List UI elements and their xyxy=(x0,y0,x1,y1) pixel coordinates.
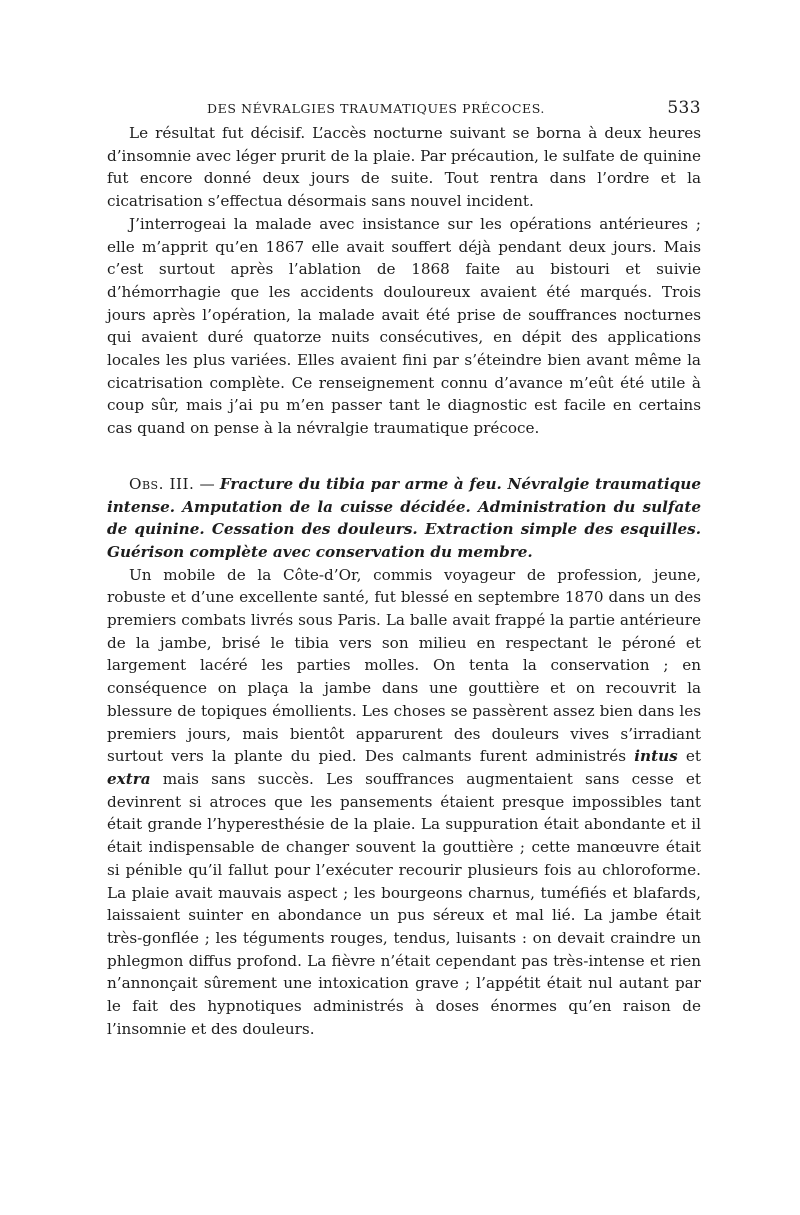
case-text-end: mais sans succès. Les souffrances augmentaient sans cesse et devinrent si atroces que les pansements étaient presque impossibles tant était grande l’hyperesthésie de la plaie. La suppuration était abondante et il était indispensable de changer souvent la gouttière ; cette manœuvre était si pénible qu’il fallut pour l’exécuter recourir plusieurs fois au chloroforme. La plaie avait mauvais aspect ; les bourgeons charnus, tuméfiés et blafards, laissaient suinter en abondance un pus séreux et mal lié. La jambe était très-gonflée ; les téguments rouges, tendus, luisants : on devait craindre un phlegmon diffus profond. La fièvre n’était cependant pas très-intense et rien n’annonçait sûrement une intoxication grave ; l’appétit était nul autant par le fait des hypnotiques administrés à doses énormes qu’en raison de l’insomnie et des douleurs. xyxy=(107,769,701,1038)
observation-label: Obs. III. xyxy=(129,474,195,493)
conjunction-et: et xyxy=(677,747,701,766)
book-page xyxy=(107,96,701,1040)
page-number: 533 xyxy=(667,98,701,118)
running-title: DES NÉVRALGIES TRAUMATIQUES PRÉCOCES. xyxy=(207,101,546,116)
running-header xyxy=(107,96,701,122)
observation-heading xyxy=(107,473,701,564)
observation-title: Fracture du tibia par arme à feu. Névralgie traumatique intense. Amputation de la cuisse décidée. Administration du sulfate de quinine. Cessation des douleurs. Extraction simple des esquilles. Guérison complète avec conservation du membre. xyxy=(107,474,701,561)
case-text-start: Un mobile de la Côte-d’Or, commis voyageur de profession, jeune, robuste et d’une excellente santé, fut blessé en septembre 1870 dans un des premiers combats livrés sous Paris. La balle avait frappé la partie antérieure de la jambe, brisé le tibia vers son milieu en respectant le péroné et largement lacéré les parties molles. On tenta la conservation ; en conséquence on plaça la jambe dans une gouttière et on recouvrit la blessure de topiques émollients. Les choses se passèrent assez bien dans les premiers jours, mais bientôt apparurent des douleurs vives s’irradiant surtout vers la plante du pied. Des calmants furent administrés xyxy=(107,565,701,766)
term-intus: intus xyxy=(634,747,678,766)
observation-case-paragraph xyxy=(107,564,701,1041)
term-extra: extra xyxy=(107,769,151,788)
paragraph-interrogation: J’interrogeai la malade avec insistance sur les opérations antérieures ; elle m’apprit qu’en 1867 elle avait souffert déjà pendant deux jours. Mais c’est surtout après l’ablation de 1868 faite au bistouri et suivie d’hémorrhagie que les accidents douloureux avaient été marqués. Trois jours après l’opération, la malade avait été prise de souffrances nocturnes qui avaient duré quatorze nuits consécutives, en dépit des applications locales les plus variées. Elles avaient fini par s’éteindre bien avant même la cicatrisation complète. Ce renseignement connu d’avance m’eût été utile à coup sûr, mais j’ai pu m’en passer tant le diagnostic est facile en certains cas quand on pense à la névralgie traumatique précoce. xyxy=(107,214,701,438)
section-gap xyxy=(107,440,701,473)
observation-dash: — xyxy=(194,474,220,493)
paragraph-result: Le résultat fut décisif. L’accès nocturne suivant se borna à deux heures d’insomnie avec léger prurit de la plaie. Par précaution, le sulfate de quinine fut encore donné deux jours de suite. Tout rentra dans l’ordre et la cicatrisation s’effectua désormais sans nouvel incident. xyxy=(107,124,701,211)
